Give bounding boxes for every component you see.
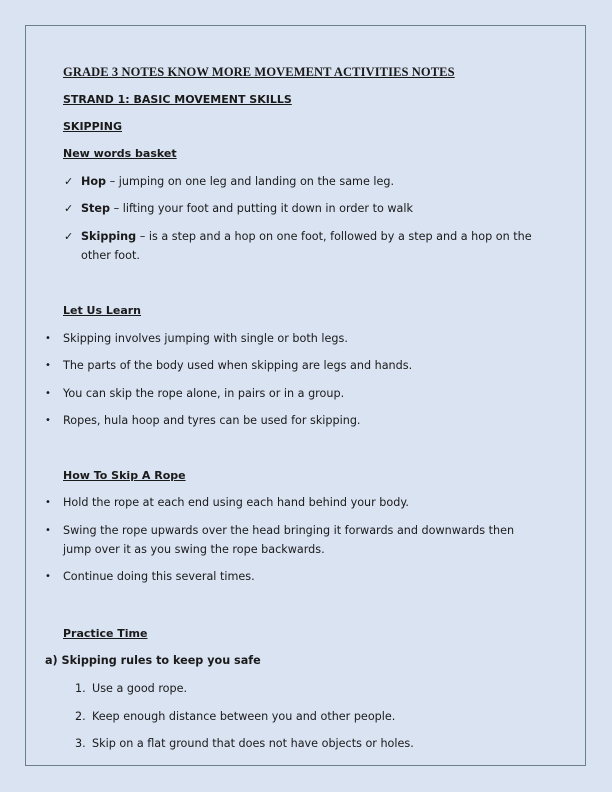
let-us-learn-heading: Let Us Learn xyxy=(63,304,142,317)
bullet-icon: • xyxy=(45,360,51,371)
new-word-item xyxy=(81,230,532,243)
rule-item: Keep enough distance between you and other people. xyxy=(92,710,396,723)
bullet-icon: • xyxy=(45,333,51,344)
step-item: Hold the rope at each end using each hand behind your body. xyxy=(63,496,409,509)
bullet-icon: • xyxy=(45,497,51,508)
new-word-item xyxy=(81,175,394,188)
page-title: GRADE 3 NOTES KNOW MORE MOVEMENT ACTIVITIES NOTES xyxy=(63,65,455,79)
new-word-term: Step xyxy=(81,202,111,215)
how-to-skip-heading: How To Skip A Rope xyxy=(63,469,186,482)
strand-heading: STRAND 1: BASIC MOVEMENT SKILLS xyxy=(63,93,292,106)
check-icon: ✓ xyxy=(64,175,74,188)
check-icon: ✓ xyxy=(64,230,74,243)
bullet-icon: • xyxy=(45,415,51,426)
bullet-icon: • xyxy=(45,388,51,399)
step-continuation: jump over it as you swing the rope backwards. xyxy=(63,543,325,556)
new-words-heading: New words basket xyxy=(63,147,177,160)
new-word-item xyxy=(81,202,413,215)
bullet-icon: • xyxy=(45,571,51,582)
learn-item: You can skip the rope alone, in pairs or in a group. xyxy=(63,387,345,400)
learn-item: Ropes, hula hoop and tyres can be used for skipping. xyxy=(63,414,361,427)
rule-number: 2. xyxy=(75,710,86,723)
rule-number: 3. xyxy=(75,737,86,750)
new-word-definition: – jumping on one leg and landing on the same leg. xyxy=(106,175,395,188)
topic-heading: SKIPPING xyxy=(63,120,122,133)
new-word-definition: – lifting your foot and putting it down in order to walk xyxy=(110,202,413,215)
check-icon: ✓ xyxy=(64,202,74,215)
new-word-term: Skipping xyxy=(81,230,137,243)
learn-item: Skipping involves jumping with single or both legs. xyxy=(63,332,348,345)
new-word-term: Hop xyxy=(81,175,107,188)
practice-time-heading: Practice Time xyxy=(63,627,148,640)
learn-item: The parts of the body used when skipping are legs and hands. xyxy=(63,359,413,372)
rule-item: Use a good rope. xyxy=(92,682,188,695)
bullet-icon: • xyxy=(45,525,51,536)
practice-question: a) Skipping rules to keep you safe xyxy=(45,654,261,667)
rule-number: 1. xyxy=(75,682,86,695)
step-item: Continue doing this several times. xyxy=(63,570,255,583)
new-word-continuation: other foot. xyxy=(81,249,140,262)
step-item: Swing the rope upwards over the head bringing it forwards and downwards then xyxy=(63,524,515,537)
new-word-definition: – is a step and a hop on one foot, followed by a step and a hop on the xyxy=(136,230,532,243)
rule-item: Skip on a flat ground that does not have objects or holes. xyxy=(92,737,414,750)
